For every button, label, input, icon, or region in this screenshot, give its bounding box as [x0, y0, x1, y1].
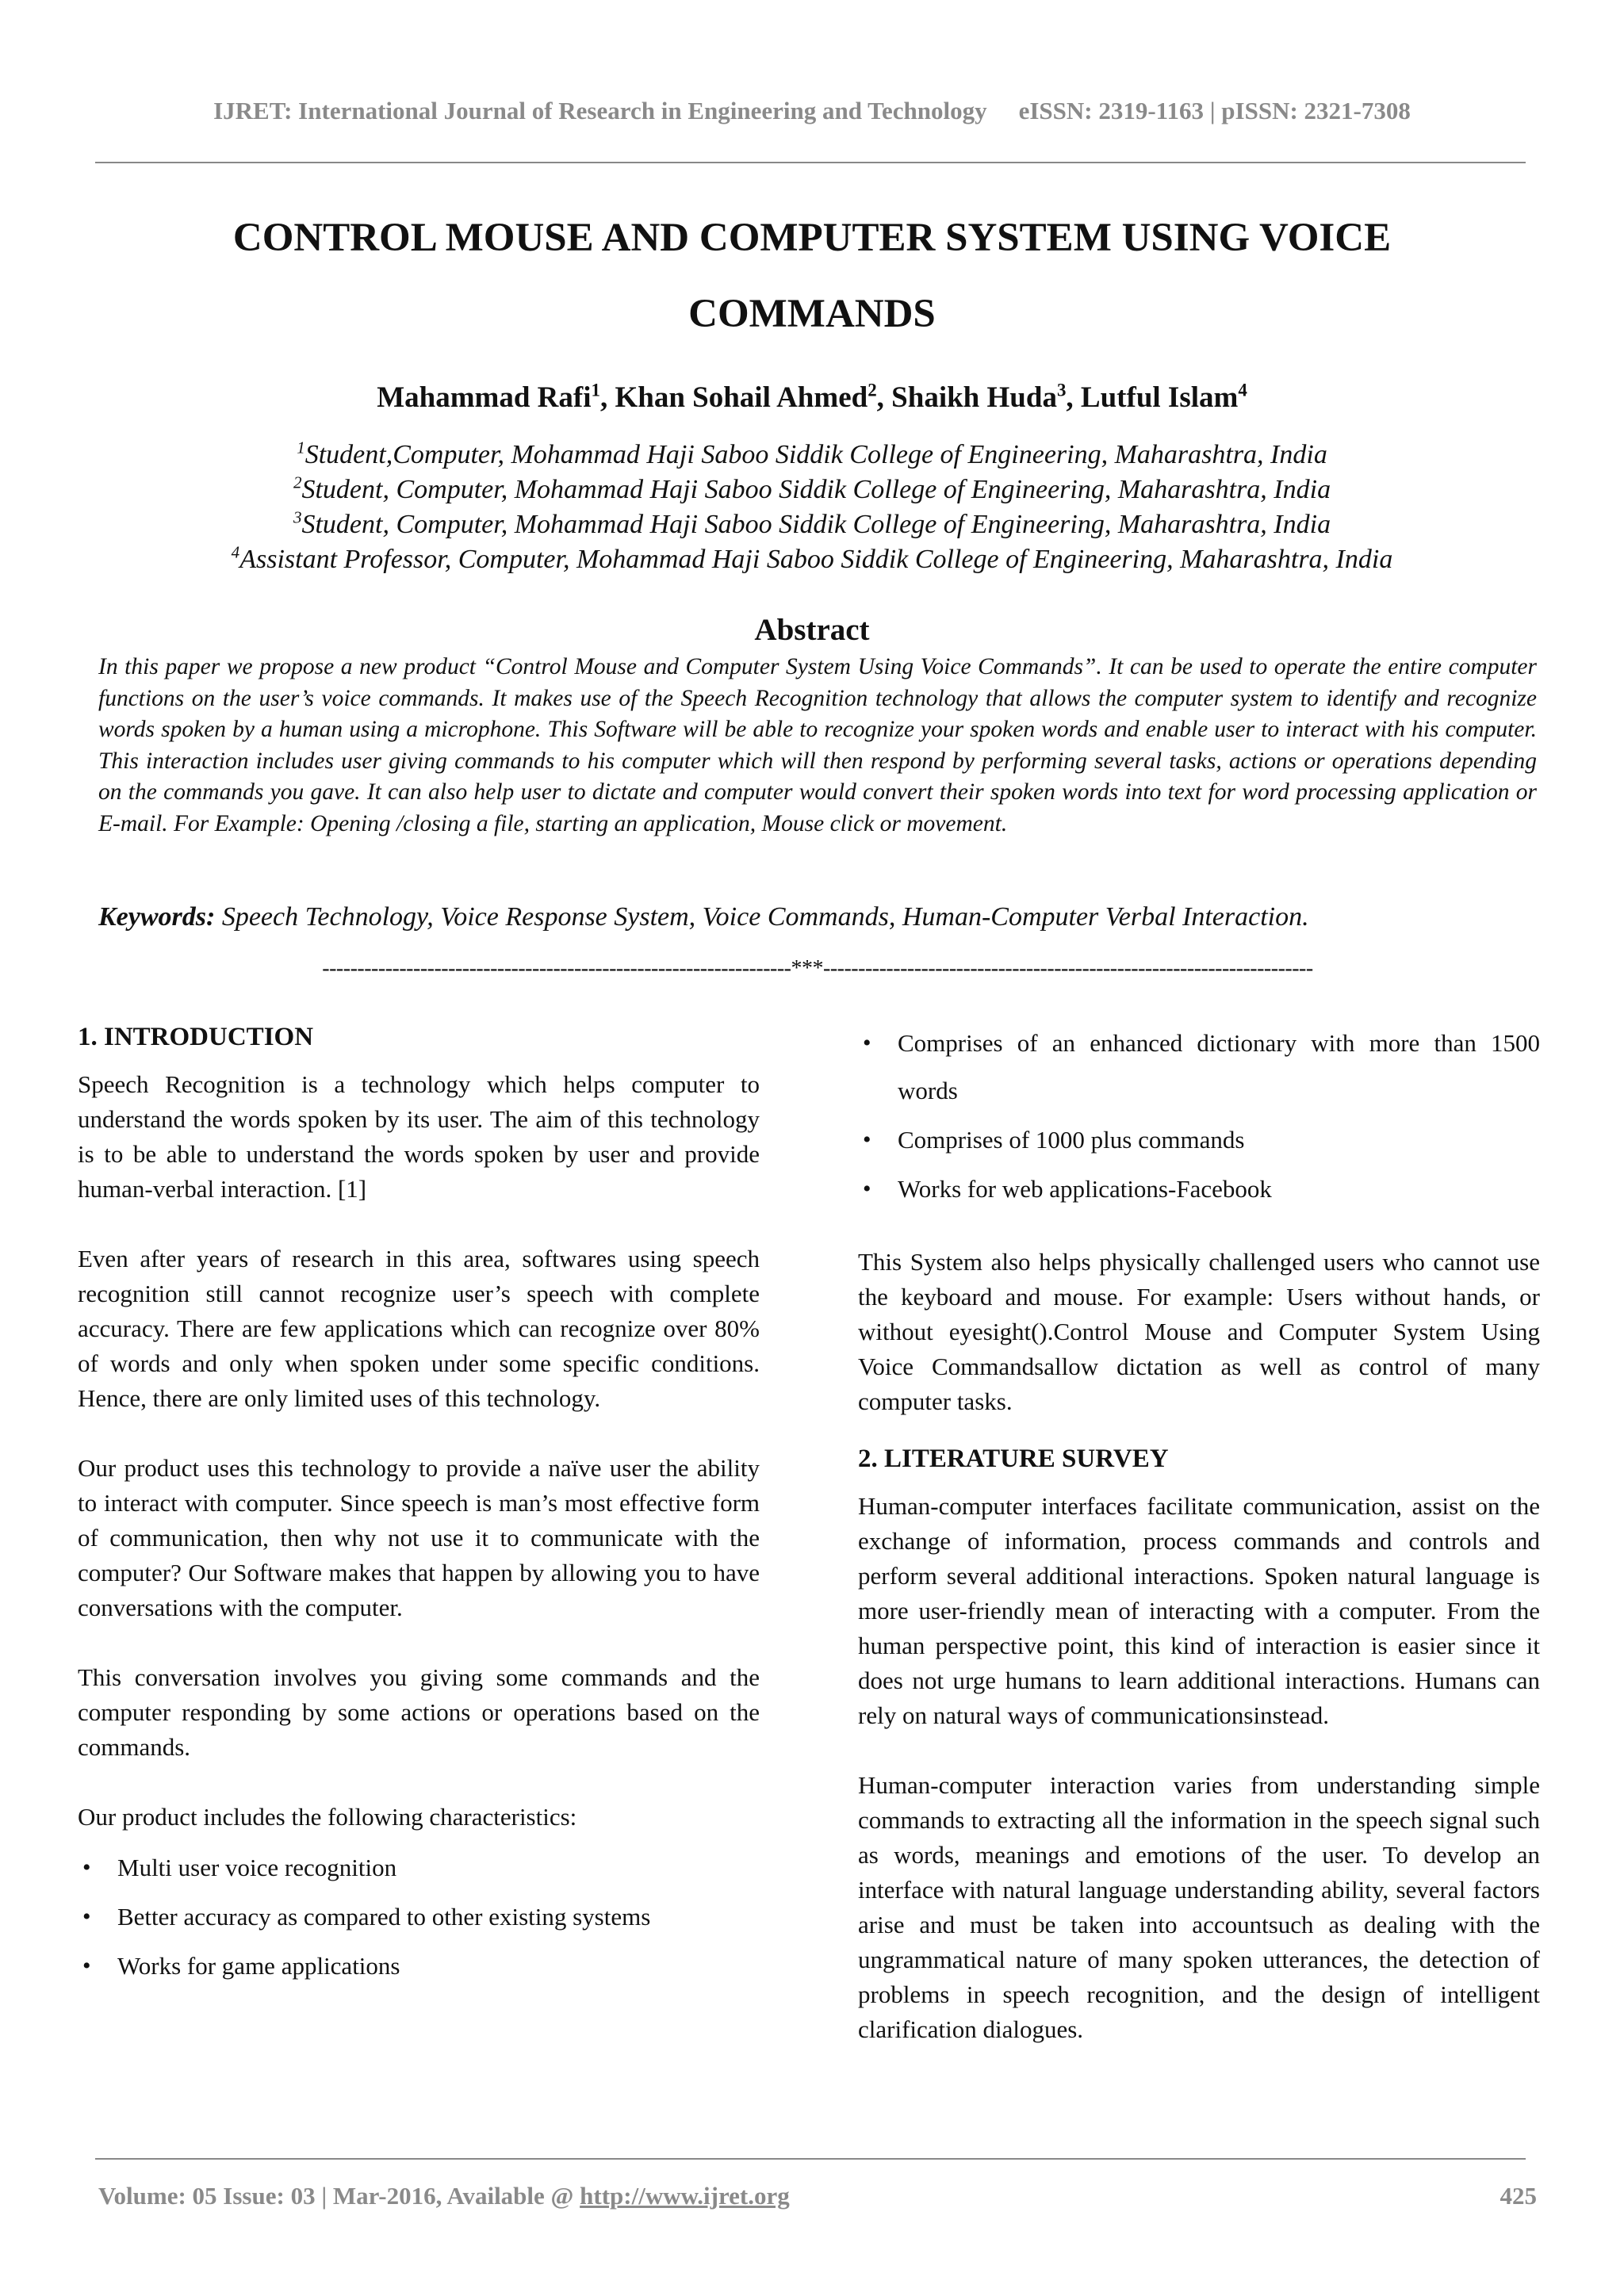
author-sup: 3 — [1056, 380, 1067, 400]
affiliation — [63, 438, 1561, 473]
running-header — [0, 97, 1624, 125]
affiliation — [63, 542, 1561, 577]
author-sup: 4 — [1238, 380, 1247, 400]
author-name: Lutful Islam — [1080, 381, 1239, 414]
keywords-label: Keywords: — [98, 902, 216, 932]
author-name: Khan Sohail Ahmed — [615, 381, 868, 414]
journal-name: IJRET: International Journal of Research in Engineering and Technology — [213, 97, 987, 124]
affiliation-text: Assistant Professor, Computer, Mohammad Haji Saboo Siddik College of Engineering, Maharashtra, India — [239, 545, 1393, 574]
running-footer — [98, 2182, 1537, 2210]
paragraph: Human-computer interaction varies from understanding simple commands to extracting all the information in the speech signal such as words, meanings and emotions of the user. To develop an interface with natural language understanding ability, several factors arise and must be taken into accountsuch as dealing with the ungrammatical nature of many spoken utterances, the detection of problems in speech recognition, and the design of intelligent clarification dialogues. — [858, 1771, 1540, 2043]
paragraph: Our product uses this technology to provide a naïve user the ability to interact with computer. Since speech is man’s most effective form of communication, then why not use it to communicate with the computer? Our Software makes that happen by allowing you to have conversations with the computer. — [78, 1454, 760, 1621]
section-heading-introduction: 1. INTRODUCTION — [78, 1023, 314, 1051]
paragraph: Even after years of research in this area, softwares using speech recognition still cannot recognize user’s speech with complete accuracy. There are few applications which can recognize over 80% of words and only when spoken under some specific conditions. Hence, there are only limited uses of this technology. — [78, 1245, 760, 1412]
author-list — [79, 381, 1545, 415]
affiliation-sup: 2 — [293, 473, 302, 492]
title-line-1: CONTROL MOUSE AND COMPUTER SYSTEM USING VOICE — [232, 216, 1392, 260]
page-number: 425 — [1500, 2182, 1537, 2210]
keywords — [98, 902, 1537, 932]
header-rule — [95, 162, 1526, 163]
author-sep: , — [599, 381, 615, 414]
paragraph: Human-computer interfaces facilitate communication, assist on the exchange of information, process commands and controls and perform several additional interactions. Spoken natural language is more user-friendly mean of interacting with a computer. From the human perspective point, this kind of interaction is easier since it does not urge humans to learn additional interactions. Humans can rely on natural ways of communicationsinstead. — [858, 1492, 1540, 1729]
affiliation-text: Student, Computer, Mohammad Haji Saboo Siddik College of Engineering, Maharashtra, India — [301, 475, 1331, 504]
paper-title — [119, 200, 1505, 352]
affiliation — [63, 473, 1561, 507]
list-item: • Better accuracy as compared to other existing systems — [78, 1900, 760, 1934]
list-item: • Comprises of an enhanced dictionary with more than 1500 words — [858, 1020, 1540, 1115]
affiliation-sup: 1 — [297, 438, 305, 457]
list-item: • Works for web applications-Facebook — [858, 1165, 1540, 1213]
characteristics-list — [78, 1850, 760, 1984]
author-name: Mahammad Rafi — [377, 381, 592, 414]
left-column — [78, 1020, 760, 1998]
footer-rule — [95, 2158, 1526, 2160]
section-heading-literature-survey: 2. LITERATURE SURVEY — [858, 1445, 1169, 1473]
list-item: • Works for game applications — [78, 1949, 760, 1984]
journal-link[interactable]: http://www.ijret.org — [580, 2182, 790, 2210]
affiliation-text: Student,Computer, Mohammad Haji Saboo Siddik College of Engineering, Maharashtra, India — [304, 440, 1327, 469]
list-item: • Comprises of 1000 plus commands — [858, 1116, 1540, 1164]
affiliation-text: Student, Computer, Mohammad Haji Saboo Siddik College of Engineering, Maharashtra, India — [301, 510, 1331, 539]
affiliation-sup: 3 — [293, 507, 302, 527]
paragraph: Our product includes the following characteristics: — [78, 1803, 577, 1831]
title-line-2: COMMANDS — [688, 292, 936, 336]
author-sep: , — [876, 381, 892, 414]
paragraph: This conversation involves you giving some commands and the computer responding by some actions or operations based on the commands. — [78, 1663, 760, 1761]
issn: eISSN: 2319-1163 | pISSN: 2321-7308 — [1018, 97, 1411, 124]
author-sup: 2 — [868, 380, 877, 400]
paragraph: This System also helps physically challenged users who cannot use the keyboard and mouse. For example: Users without hands, or without eyesight().Control Mouse and Computer System Using Voice Commandsallow dictation as well as control of many computer tasks. — [858, 1248, 1540, 1415]
affiliations — [63, 438, 1561, 577]
author-sup: 1 — [591, 380, 600, 400]
right-column — [858, 1020, 1540, 2082]
footer-text: Volume: 05 Issue: 03 | Mar-2016, Available @ — [98, 2182, 580, 2210]
list-item: • Multi user voice recognition — [78, 1850, 760, 1885]
abstract-text: In this paper we propose a new product “Control Mouse and Computer System Using Voice Commands”. It can be used to operate the entire computer functions on the user’s voice commands. It makes use of the Speech Recognition technology that allows the computer system to identify and recognize words spoken by a human using a microphone. This Software will be able to recognize your spoken words and enable user to interact with his computer. This interaction includes user giving commands to his computer which will then respond by performing several tasks, actions or operations depending on the commands you gave. It can also help user to dictate and computer would convert their spoken words into text for word processing application or E-mail. For Example: Opening /closing a file, starting an application, Mouse click or movement. — [98, 654, 1537, 836]
keywords-text: Speech Technology, Voice Response System, Voice Commands, Human-Computer Verbal Interaction. — [215, 902, 1309, 932]
author-sep: , — [1066, 381, 1081, 414]
affiliation-sup: 4 — [231, 542, 240, 562]
abstract-heading: Abstract — [754, 613, 870, 647]
affiliation — [63, 507, 1561, 542]
section-divider: -------------------------------------------------------------------***---------------------------------------------------------------------- — [322, 956, 1313, 981]
characteristics-list-continued — [858, 1020, 1540, 1213]
author-name: Shaikh Huda — [891, 381, 1057, 414]
paragraph: Speech Recognition is a technology which helps computer to understand the words spoken by its user. The aim of this technology is to be able to understand the words spoken by user and provide human-verbal interaction. [1] — [78, 1070, 760, 1203]
